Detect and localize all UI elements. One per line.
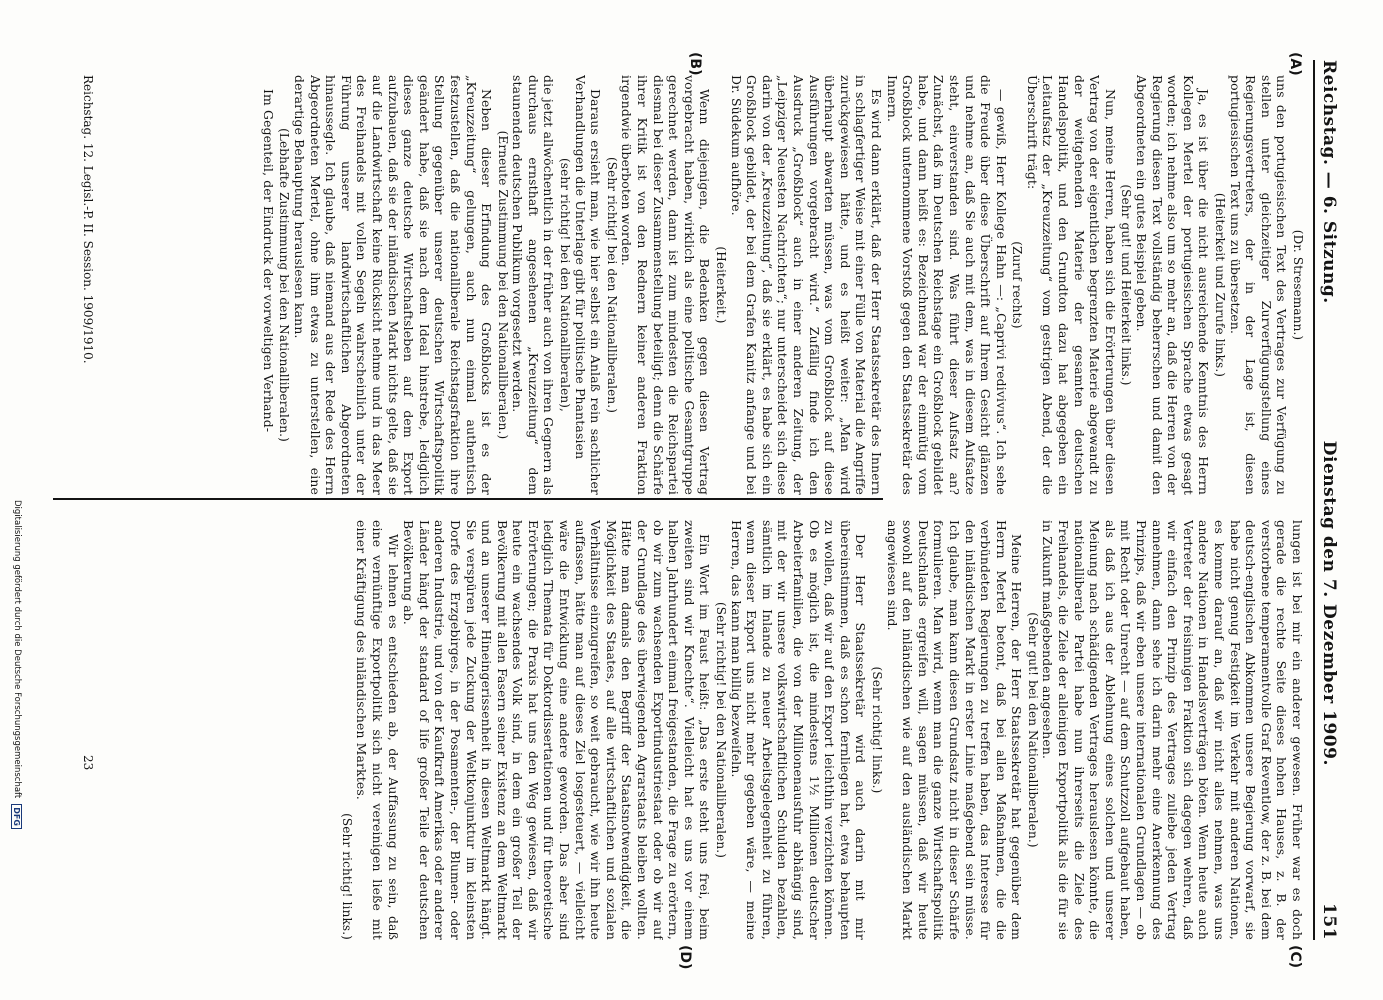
interjection: (Sehr gut! bei den Nationalliberalen.) [1025, 612, 1040, 848]
credit-text: Digitalisierung gefördert durch die Deutsche Forschungsgemeinschaft [12, 500, 22, 799]
header-page-number: 151 [1319, 903, 1339, 940]
interjection: (Sehr richtig! links.) [869, 666, 884, 794]
page-footer [81, 75, 95, 771]
paragraph: Ein Wort im Faust heißt: „Das erste steht uns frei, beim zweiten sind wir Knechte“. Vielleicht hat es uns vor einem halben Jahrhundert einmal freigestanden, die Frage zu erörtern, ob wir zum wachsenden Exportindustriestaat oder ob wir auf der Grundlage des überwiegenden Agrarstaats bleiben wollten. Hätte man damals den Begriff der Staatsnotwendigkeit, die Möglichkeit des Staates, auf alle wirtschaftlichen und sozialen Verhältnisse einzugreifen, so weit gebraucht, wie wir ihn heute auffassen, hätte man auf dieses Ziel losgesteuert, — vielleicht wäre die Entwicklung eine andere geworden. Das aber sind lediglich Themata für Doktordissertationen und für theoretische Erörterungen; die Praxis hat uns den Weg gewiesen, daß wir heute ein wachsendes Volk sind, in dem ein großer Teil der Bevölkerung mit allen Fasern seiner Existenz an dem Weltmarkt und an unserer Hineingerissenheit in diesen Weltmarkt hängt. Sie verspüren jede Zuckung der Weltkonjunktur im kleinsten Dorfe des Erzgebirges, in der Posamenten-, der Blumen- oder anderen Industrie, und von der Kaufkraft Amerikas oder anderer Länder hängt der standard of life großer Teile der deutschen Bevölkerung ab. [401, 520, 713, 940]
paragraph: Wir lehnen es entschieden ab, der Auffassung zu sein, daß eine vernünftige Exportpolitik sich nicht vereinigen ließe mit einer Kräftigung des inländischen Marktes. [354, 520, 401, 940]
digitization-credit [9, 500, 25, 980]
paragraph: Der Herr Staatssekretär wird auch darin mit mir übereinstimmen, daß es schon fernliegen hat, etwa behaupten zu wollen, daß wir auf den Export leichthin verzichten können. Ob es möglich ist, die mindestens 1½ Millionen deutscher Arbeiterfamilien, die von der Millionenausfuhr abhängig sind, mit der wir unsere volkswirtschaftlichen Schulden bezahlen, sämtlich im Inlande zu neuer Arbeitsgelegenheit zu führen, wenn dieser Export uns nicht mehr gegeben wäre, — meine Herren, das kann man billig bezweifeln. [728, 520, 869, 940]
paragraph: Daraus ersieht man, wie hier selbst ein Anlaß rein sachlicher Verhandlungen die Unterlage gibt für politische Phantasien [572, 75, 604, 495]
paragraph: — gewiß, Herr Kollege Hahn —: „Caprivi redivivus“. Ich sehe die Freude über diese Überschrift auf Ihrem Gesicht glänzen und nehme an, daß Sie auch mit dem, was in diesem Aufsatze steht, einverstanden sind. Was führt dieser Aufsatz an? Zunächst, daß im Deutschen Reichstage ein Großblock gebildet habe, und dann heißt es: Bezeichnend war der einmütig vom Großblock unternommene Vorstoß gegen den Staatssekretär des Innern. [884, 75, 1009, 495]
paragraph: uns den portugiesischen Text des Vertrages zur Verfügung zu stellen unter gleichzeitiger Zurverfügungstellung eines Regierungsvertreters, der in der Lage ist, diesen portugiesischen Text uns zu übersetzen. [1227, 75, 1290, 495]
interjection: (Dr. Stresemann.) [1291, 229, 1305, 341]
column-divider [53, 498, 883, 500]
paragraph: Ja, es ist über die nicht ausreichende Kenntnis des Herrn Kollegen Mertel der portugiesischen Sprache etwas gesagt worden; ich nehme also um so mehr an, daß die Herren von der Regierung diesen Text vollständig beherrschen und damit den Abgeordneten ein gutes Beispiel geben. [1134, 75, 1212, 495]
interjection: (Sehr gut! und Heiterkeit links.) [1119, 184, 1134, 386]
interjection: (Sehr richtig! bei den Nationalliberalen.) [714, 601, 729, 859]
margin-mark-a: (A) [1287, 52, 1303, 76]
footer-session-info: Reichstag. 12. Legisl.-P. II. Session. 1909/1910. [81, 75, 95, 364]
interjection: (sehr richtig! bei den Nationalliberalen), [558, 157, 573, 413]
margin-mark-d: (D) [677, 945, 693, 970]
interjection: (Lebhafte Zustimmung bei den Nationalliberalen.) [277, 128, 292, 442]
margin-mark-b: (B) [687, 52, 703, 76]
footer-page-number: 23 [81, 755, 95, 771]
header-center: Dienstag den 7. Dezember 1909. [1319, 440, 1339, 766]
interjection: (Erneute Zustimmung bei den Nationalliberalen.) [495, 130, 510, 440]
paragraph: lungen ist bei mir ein anderer gewesen. Früher war es doch gerade die rechte Seite dieses hohen Hauses, z. B. der verstorbene temperamentvolle Graf Reventlow, der z. B. bei dem deutsch-englischen Abkommen unsere Begierung vorwarf, sie habe nicht genug Festigkeit im Verkehr mit anderen Nationen, es komme darauf an, daß wir nicht alles nehmen, was uns andere Nationen in Handelsverträgen böten. Wenn heute auch Vertreter der freisinnigen Fraktion sich dagegen wehren, daß wir einfach den Prinzip des Vertrages zuliebe jeden Vertrag annehmen, dann sehe ich darin mehr eine Anerkennung des Prinzips, daß wir eben unsere internationalen Grundlagen — ob mit Recht oder Unrecht — auf dem Schutzzoll aufgebaut haben, als daß ich aus der Ablehnung eines solchen und unserer Meinung nach schädigenden Vertrages herauslesen könnte, die nationalliberale Partei habe nun ihrerseits die Ziele des Freihandels, die Ziele der alleinigen Exportpolitik als die für sie in Zukunft maßgebenden angesehen. [1040, 520, 1305, 940]
header-left: Reichstag. — 6. Sitzung. [1319, 60, 1339, 304]
interjection: (Zuruf rechts) [1010, 241, 1025, 329]
paragraph: Im Gegenteil, der Eindruck der vorweltigen Verhand- [260, 89, 276, 433]
interjection: (Sehr richtig! links.) [339, 813, 354, 940]
paragraph: Meine Herren, der Herr Staatssekretär hat gegenüber dem Herrn Mertel betont, daß bei allen Maßnahmen, die die verbündeten Regierungen zu treffen haben, das Interesse für den inländischen Markt in erster Linie maßgebend sein müsse. Ich glaube, man kann diesen Grundsatz nicht in dieser Schärfe formulieren. Man wird, wenn man die ganze Wirtschaftspolitik Deutschlands ergreifen will, sagen müssen, daß wir heute sowohl auf den inländischen wie auf den ausländischen Markt angewiesen sind. [884, 520, 1025, 940]
page-header [1313, 60, 1343, 940]
left-text-column [255, 75, 1305, 495]
right-text-column [255, 520, 1305, 940]
paragraph: Nun, meine Herren, haben sich die Erörterungen über diesen Vertrag von der eigentlichen begrenzten Materie abgewandt zu der weitgehenden Materie der gesamten deutschen Handelspolitik, und den Grundton dazu hat abgegeben ein Leitaufsatz der „Kreuzzeitung“ vom gestrigen Abend, der die Überschrift trägt: [1024, 75, 1118, 495]
interjection: (Heiterkeit und Zurufe links.) [1213, 192, 1228, 378]
paragraph: Neben dieser Erfindung des Großblocks ist es der „Kreuzzeitung“ gelungen, auch nun einmal authentisch festzustellen, daß die nationalliberale Reichstagsfraktion ihre Stellung gegenüber unserer deutschen Wirtschaftspolitik geändert habe, daß sie nach dem Ideal hinstrebe, lediglich dieses ganze deutsche Wirtschaftsleben auf dem Export aufzubauen, daß sie der inländischen Markt nichts gelte, daß sie auf die Landwirtschaft keine Rücksicht nehme und in das Meer des Freihandels mit vollen Segeln wahrscheinlich unter der Führung unserer landwirtschaftlichen Abgeordneten hinaussegle. Ich glaube, daß niemand aus der Rede des Herrn Abgeordneten Mertel, ohne ihm etwas zu unterstellen, eine derartige Behauptung herauslesen kann. [292, 75, 495, 495]
dfg-logo: DFG [12, 804, 23, 829]
paragraph: die jetzt allwöchentlich in der früher auch von ihren Gegnern als durchaus ernsthaft angesehenen „Kreuzzeitung“ dem staunenden deutschen Publikum vorgesetzt werden. [510, 75, 557, 495]
paragraph: Wenn diejenigen, die Bedenken gegen diesen Vertrag vorgebracht haben, wirklich als eine politische Gesamtgruppe gerechnet werden, dann ist zum mindesten die Reichspartei diesmal bei dieser Zusammenstellung beteiligt; denn die Schärfe ihrer Kritik ist von den Rednern keiner anderen Fraktion irgendwie überboten worden. [619, 75, 713, 495]
paragraph: Es wird dann erklärt, daß der Herr Staatssekretär des Innern in schlagfertiger Weise mit einer Fülle von Material die Angriffe zurückgewiesen hätte, und es heißt weiter: „Man wird überhaupt abwarten müssen, was vom Großblock auf diese Ausführungen vorgebracht wird.“ Zufällig finde ich den Ausdruck „Großblock“ auch in einer anderen Zeitung, der „Leipziger Neuesten Nachrichten“; nur unterscheidet sich diese darin von der „Kreuzzeitung“, daß sie erklärt, es habe sich ein Großblock gebildet, der bei dem Grafen Kanitz anfange und bei Dr. Südekum aufhöre. [728, 75, 884, 495]
margin-mark-c: (C) [1287, 945, 1303, 969]
interjection: (Heiterkeit.) [714, 246, 729, 324]
interjection: (Sehr richtig! bei den Nationalliberalen.) [604, 156, 619, 414]
